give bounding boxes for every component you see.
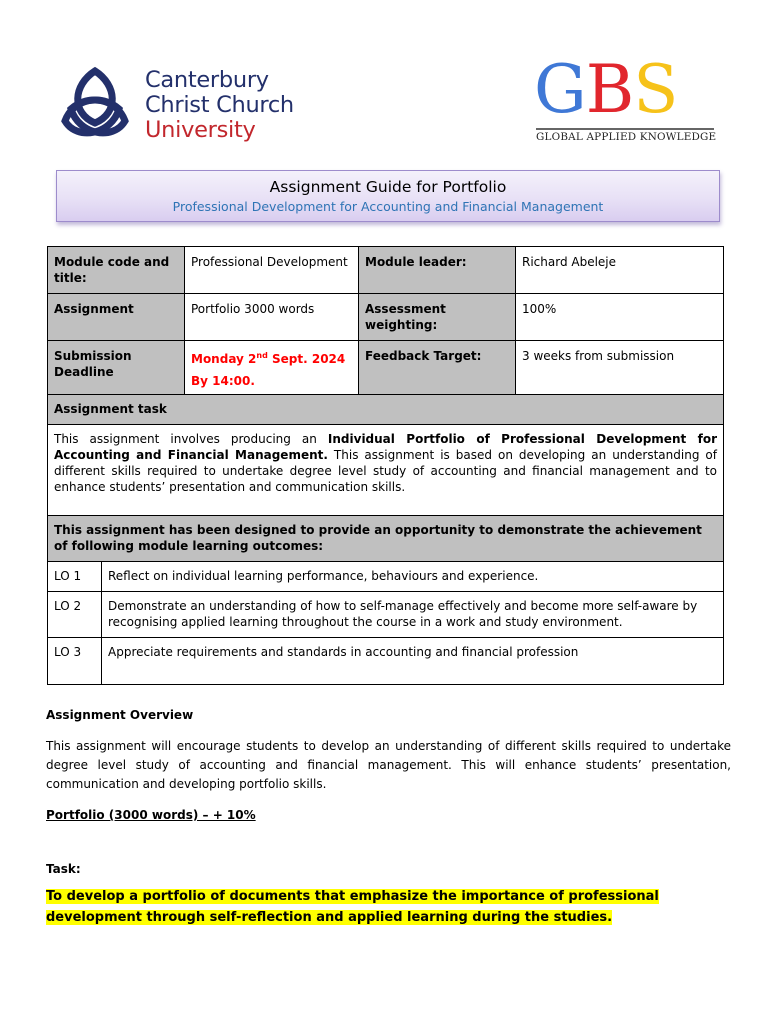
gbs-logo <box>534 51 717 148</box>
overview-heading: Assignment Overview <box>46 708 194 722</box>
gbs-letter-b: B <box>585 51 634 128</box>
module-code-label: Module code and title: <box>48 247 185 294</box>
table-row <box>48 395 724 425</box>
table-row <box>48 562 724 592</box>
module-leader-label: Module leader: <box>359 247 516 294</box>
university-name-line3: University <box>145 117 256 143</box>
document-subtitle: Professional Development for Accounting and Financial Management <box>172 199 604 214</box>
table-row <box>48 294 724 341</box>
lo-text: Reflect on individual learning performance, behaviours and experience. <box>102 562 724 592</box>
deadline-date: Monday 2nd Sept. 2024 <box>191 351 346 366</box>
table-row <box>48 516 724 562</box>
table-row <box>48 592 724 638</box>
university-name-line2: Christ Church <box>145 92 294 118</box>
feedback-label: Feedback Target: <box>359 341 516 397</box>
university-logo <box>55 62 300 146</box>
assignment-task-heading: Assignment task <box>48 395 724 425</box>
document-title: Assignment Guide for Portfolio <box>269 178 507 196</box>
gbs-letters <box>534 51 678 128</box>
title-box <box>56 170 720 222</box>
overview-text: This assignment will encourage students to develop an understanding of different skills required to undertake degree level study of accounting and financial management. This will enhance students’ presentation, communication and developing portfolio skills. <box>46 739 731 791</box>
weighting-value: 100% <box>516 294 724 341</box>
learning-outcomes-heading: This assignment has been designed to provide an opportunity to demonstrate the achievement of following module learning outcomes: <box>48 516 724 562</box>
table-row <box>48 425 724 516</box>
university-knot-icon <box>55 65 135 143</box>
gbs-letter-g: G <box>534 51 586 128</box>
module-code-value: Professional Development <box>185 247 359 294</box>
table-row <box>48 341 724 397</box>
feedback-value: 3 weeks from submission <box>516 341 724 397</box>
deadline-label: Submission Deadline <box>48 341 185 397</box>
gbs-tagline: GLOBAL APPLIED KNOWLEDGE <box>536 131 717 143</box>
highlighted-task-text: To develop a portfolio of documents that emphasize the importance of professional development through self-reflection and applied learning during the studies. <box>46 889 659 925</box>
module-info-table <box>47 246 724 397</box>
lo-text: Appreciate requirements and standards in accounting and financial profession <box>102 638 724 685</box>
table-row <box>48 247 724 294</box>
deadline-time: By 14:00. <box>191 374 255 388</box>
portfolio-word-count: Portfolio (3000 words) – + 10% <box>46 808 256 822</box>
gbs-letter-s: S <box>633 51 678 128</box>
assignment-task-table <box>47 394 724 685</box>
assignment-value: Portfolio 3000 words <box>185 294 359 341</box>
lo-code: LO 1 <box>48 562 102 592</box>
assignment-label: Assignment <box>48 294 185 341</box>
lo-text: Demonstrate an understanding of how to self-manage effectively and become more self-aware by recognising applied learning throughout the course in a work and study environment. <box>102 592 724 638</box>
lo-code: LO 2 <box>48 592 102 638</box>
weighting-label: Assessment weighting: <box>359 294 516 341</box>
university-name-line1: Canterbury <box>145 67 269 93</box>
task-heading: Task: <box>46 862 81 876</box>
deadline-value <box>185 341 359 397</box>
task-text <box>46 886 731 928</box>
module-leader-value: Richard Abeleje <box>516 247 724 294</box>
lo-code: LO 3 <box>48 638 102 685</box>
table-row <box>48 638 724 685</box>
assignment-task-description: This assignment involves producing an Individual Portfolio of Professional Development for Accounting and Financial Management. This assignment is based on developing an understanding of different skills required to undertake degree level study of accounting and financial management and to enhance students’ presentation and communication skills. <box>48 425 724 516</box>
